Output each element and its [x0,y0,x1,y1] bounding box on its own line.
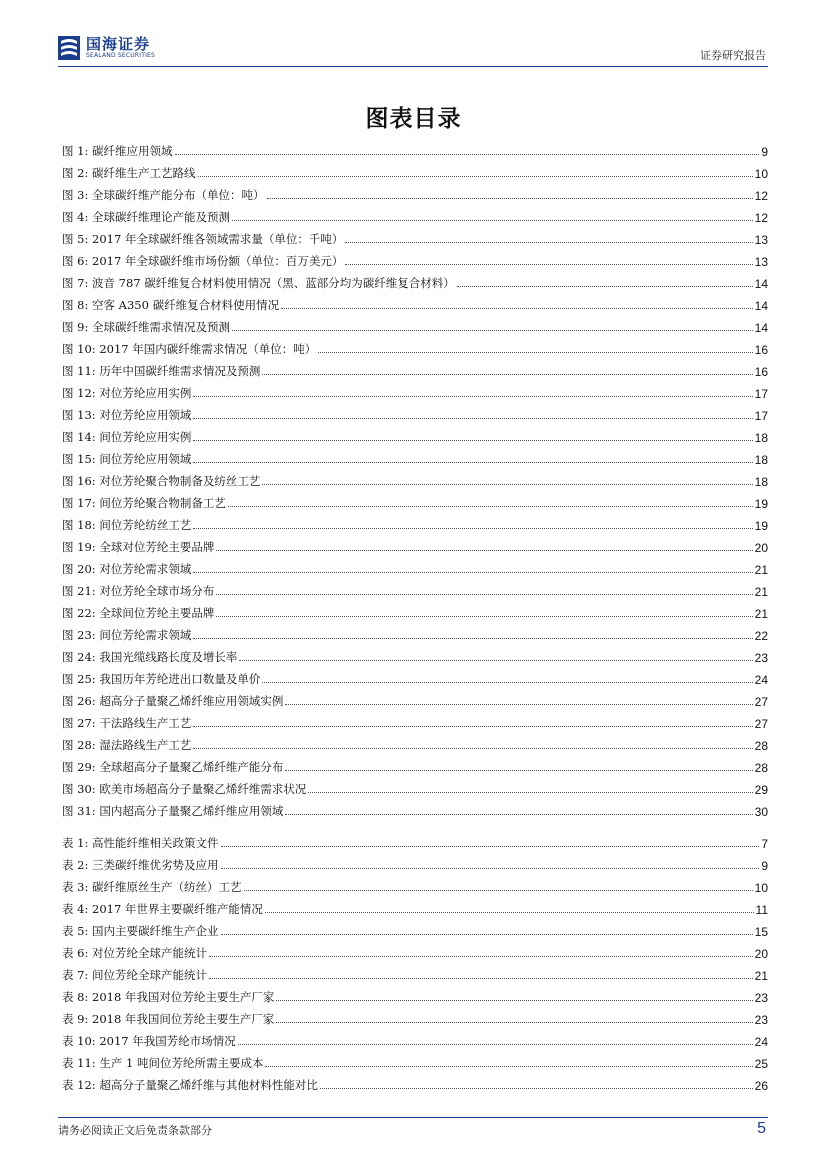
toc-entry-label: 图 6: 2017 年全球碳纤维市场份额（单位：百万美元） [62,254,344,268]
company-logo [58,36,155,62]
figure-toc-entry[interactable] [62,621,768,643]
toc-entry-label: 表 3: 碳纤维原丝生产（纺丝）工艺 [62,880,242,894]
toc-entry-page: 18 [754,475,768,489]
toc-entry-label: 图 20: 对位芳纶需求领域 [62,562,192,576]
toc-entry-page: 23 [754,991,768,1005]
toc-entry-label: 图 22: 全球间位芳纶主要品牌 [62,606,215,620]
dot-leader [228,505,753,507]
dot-leader [193,747,752,749]
table-toc-entry[interactable] [62,895,768,917]
dot-leader [216,615,752,617]
toc-entry-page: 15 [754,925,768,939]
figure-toc-entry[interactable] [62,357,768,379]
figure-toc-entry[interactable] [62,137,768,159]
logo-english-name: SEALAND SECURITIES [86,52,156,59]
toc-entry-label: 图 13: 对位芳纶应用领域 [62,408,192,422]
figure-toc-entry[interactable] [62,247,768,269]
dot-leader [193,725,752,727]
figure-toc-entry[interactable] [62,511,768,533]
dot-leader [345,263,752,265]
toc-entry-label: 图 5: 2017 年全球碳纤维各领域需求量（单位：千吨） [62,232,344,246]
dot-leader [221,867,760,869]
toc-entry-page: 7 [761,837,768,851]
dot-leader [175,153,760,155]
dot-leader [193,461,752,463]
toc-entry-label: 图 28: 湿法路线生产工艺 [62,738,192,752]
toc-entry-page: 10 [754,167,768,181]
toc-entry-page: 17 [754,387,768,401]
toc-entry-page: 18 [754,453,768,467]
toc-entry-label: 表 2: 三类碳纤维优劣势及应用 [62,858,219,872]
toc-entry-label: 图 17: 间位芳纶聚合物制备工艺 [62,496,226,510]
dot-leader [239,659,752,661]
figure-toc-entry[interactable] [62,269,768,291]
toc-entry-page: 27 [754,695,768,709]
toc-entry-label: 图 11: 历年中国碳纤维需求情况及预测 [62,364,261,378]
toc-entry-page: 26 [754,1079,768,1093]
figure-toc-entry[interactable] [62,709,768,731]
toc-entry-page: 22 [754,629,768,643]
toc-entry-page: 17 [754,409,768,423]
toc-entry-page: 28 [754,761,768,775]
dot-leader [216,549,752,551]
dot-leader [285,769,752,771]
toc-entry-label: 表 1: 高性能纤维相关政策文件 [62,836,219,850]
header-divider [58,66,768,67]
figure-toc-entry[interactable] [62,533,768,555]
toc-entry-label: 表 6: 对位芳纶全球产能统计 [62,946,208,960]
table-toc-entry[interactable] [62,983,768,1005]
toc-entry-label: 图 15: 间位芳纶应用领域 [62,452,192,466]
table-toc-entry[interactable] [62,917,768,939]
toc-entry-page: 13 [754,233,768,247]
figure-toc-entry[interactable] [62,401,768,423]
toc-entry-page: 24 [754,1035,768,1049]
dot-leader [276,1021,752,1023]
toc-entry-page: 19 [754,519,768,533]
dot-leader [285,813,752,815]
figure-toc-entry[interactable] [62,159,768,181]
dot-leader [265,911,754,913]
page-number: 5 [757,1120,766,1137]
toc-entry-page: 30 [754,805,768,819]
toc-entry-label: 图 23: 间位芳纶需求领域 [62,628,192,642]
toc-entry-label: 图 8: 空客 A350 碳纤维复合材料使用情况 [62,298,280,312]
toc-entry-label: 图 19: 全球对位芳纶主要品牌 [62,540,215,554]
dot-leader [345,241,752,243]
dot-leader [198,175,753,177]
toc-entry-page: 12 [754,211,768,225]
toc-entry-page: 18 [754,431,768,445]
toc-entry-label: 图 24: 我国光缆线路长度及增长率 [62,650,238,664]
toc-entry-page: 21 [754,585,768,599]
toc-entry-label: 表 8: 2018 年我国对位芳纶主要生产厂家 [62,990,275,1004]
toc-entry-label: 图 18: 间位芳纶纺丝工艺 [62,518,192,532]
figure-toc-entry[interactable] [62,687,768,709]
dot-leader [209,955,753,957]
toc-entry-page: 25 [754,1057,768,1071]
toc-entry-page: 9 [761,145,768,159]
dot-leader [281,307,753,309]
dot-leader [216,593,752,595]
toc-entry-page: 23 [754,1013,768,1027]
dot-leader [193,395,752,397]
dot-leader [193,439,752,441]
dot-leader [221,845,760,847]
sealand-logo-icon [58,36,80,60]
dot-leader [221,933,753,935]
toc-entry-label: 图 26: 超高分子量聚乙烯纤维应用领域实例 [62,694,284,708]
toc-entry-label: 图 21: 对位芳纶全球市场分布 [62,584,215,598]
toc-entry-label: 图 7: 波音 787 碳纤维复合材料使用情况（黑、蓝部分均为碳纤维复合材料） [62,276,455,290]
dot-leader [232,219,753,221]
figure-toc-entry[interactable] [62,467,768,489]
table-toc-entry[interactable] [62,1005,768,1027]
dot-leader [262,483,752,485]
toc-entry-label: 图 2: 碳纤维生产工艺路线 [62,166,196,180]
page-header [0,0,827,72]
dot-leader [193,417,752,419]
toc-entry-label: 表 10: 2017 年我国芳纶市场情况 [62,1034,236,1048]
figure-toc-entry[interactable] [62,291,768,313]
toc-entry-page: 16 [754,343,768,357]
dot-leader [193,571,752,573]
table-toc-entry[interactable] [62,1027,768,1049]
figure-toc-entry[interactable] [62,775,768,797]
table-toc-entry[interactable] [62,961,768,983]
figure-toc-entry[interactable] [62,643,768,665]
tables-list [62,829,768,1093]
figures-list [62,137,768,819]
figure-toc-entry[interactable] [62,423,768,445]
dot-leader [276,999,752,1001]
dot-leader [285,703,752,705]
dot-leader [232,329,753,331]
figure-toc-entry[interactable] [62,797,768,819]
dot-leader [193,527,752,529]
logo-chinese-name: 国海证券 [86,35,151,53]
toc-entry-page: 29 [754,783,768,797]
toc-entry-page: 28 [754,739,768,753]
toc-entry-label: 表 12: 超高分子量聚乙烯纤维与其他材料性能对比 [62,1078,318,1092]
table-toc-entry[interactable] [62,939,768,961]
figure-toc-entry[interactable] [62,731,768,753]
dot-leader [238,1043,753,1045]
table-toc-entry[interactable] [62,829,768,851]
footer-divider [58,1117,768,1118]
toc-entry-label: 图 4: 全球碳纤维理论产能及预测 [62,210,231,224]
page-title: 图表目录 [365,105,462,132]
toc-entry-page: 13 [754,255,768,269]
report-type-label: 证券研究报告 [700,49,766,62]
toc-entry-label: 图 29: 全球超高分子量聚乙烯纤维产能分布 [62,760,284,774]
figure-toc-entry[interactable] [62,335,768,357]
toc-entry-page: 11 [755,903,768,917]
toc-entry-label: 表 4: 2017 年世界主要碳纤维产能情况 [62,902,263,916]
figure-toc-entry[interactable] [62,599,768,621]
toc-entry-page: 14 [754,321,768,335]
dot-leader [457,285,753,287]
toc-entry-page: 21 [754,607,768,621]
figure-toc-entry[interactable] [62,225,768,247]
dot-leader [318,351,752,353]
dot-leader [262,373,752,375]
figure-toc-entry[interactable] [62,203,768,225]
dot-leader [308,791,752,793]
figure-toc-entry[interactable] [62,577,768,599]
footer-disclaimer: 请务必阅读正文后免责条款部分 [58,1124,212,1137]
figure-toc-entry[interactable] [62,753,768,775]
toc-entry-page: 10 [754,881,768,895]
figure-toc-entry[interactable] [62,181,768,203]
toc-entry-page: 9 [761,859,768,873]
figure-toc-entry[interactable] [62,489,768,511]
toc-entry-label: 图 16: 对位芳纶聚合物制备及纺丝工艺 [62,474,261,488]
figure-toc-entry[interactable] [62,445,768,467]
dot-leader [244,889,753,891]
toc-entry-page: 24 [754,673,768,687]
toc-entry-page: 14 [754,299,768,313]
toc-entry-label: 图 10: 2017 年国内碳纤维需求情况（单位：吨） [62,342,317,356]
toc-entry-page: 20 [754,541,768,555]
toc-entry-label: 图 12: 对位芳纶应用实例 [62,386,192,400]
toc-entry-page: 12 [754,189,768,203]
toc-entry-page: 21 [754,563,768,577]
dot-leader [193,637,752,639]
toc-entry-label: 图 3: 全球碳纤维产能分布（单位：吨） [62,188,265,202]
dot-leader [209,977,753,979]
figure-toc-entry[interactable] [62,379,768,401]
toc-entry-label: 图 1: 碳纤维应用领域 [62,144,173,158]
toc-entry-label: 图 14: 间位芳纶应用实例 [62,430,192,444]
toc-entry-label: 表 5: 国内主要碳纤维生产企业 [62,924,219,938]
figure-toc-entry[interactable] [62,555,768,577]
toc-entry-label: 图 27: 干法路线生产工艺 [62,716,192,730]
figure-toc-entry[interactable] [62,313,768,335]
figure-toc-entry[interactable] [62,665,768,687]
dot-leader [320,1087,753,1089]
toc-entry-label: 图 25: 我国历年芳纶进出口数量及单价 [62,672,261,686]
toc-entry-page: 23 [754,651,768,665]
toc-entry-label: 图 30: 欧美市场超高分子量聚乙烯纤维需求状况 [62,782,307,796]
toc-entry-page: 16 [754,365,768,379]
table-toc-entry[interactable] [62,1071,768,1093]
toc-entry-label: 表 9: 2018 年我国间位芳纶主要生产厂家 [62,1012,275,1026]
dot-leader [265,1065,752,1067]
dot-leader [262,681,752,683]
table-toc-entry[interactable] [62,873,768,895]
toc-entry-page: 19 [754,497,768,511]
toc-entry-page: 14 [754,277,768,291]
toc-entry-page: 20 [754,947,768,961]
table-toc-entry[interactable] [62,851,768,873]
toc-entry-label: 表 11: 生产 1 吨间位芳纶所需主要成本 [62,1056,264,1070]
toc-entry-label: 表 7: 间位芳纶全球产能统计 [62,968,208,982]
toc-entry-label: 图 31: 国内超高分子量聚乙烯纤维应用领域 [62,804,284,818]
dot-leader [267,197,753,199]
table-toc-entry[interactable] [62,1049,768,1071]
toc-entry-label: 图 9: 全球碳纤维需求情况及预测 [62,320,231,334]
toc-entry-page: 21 [754,969,768,983]
toc-entry-page: 27 [754,717,768,731]
